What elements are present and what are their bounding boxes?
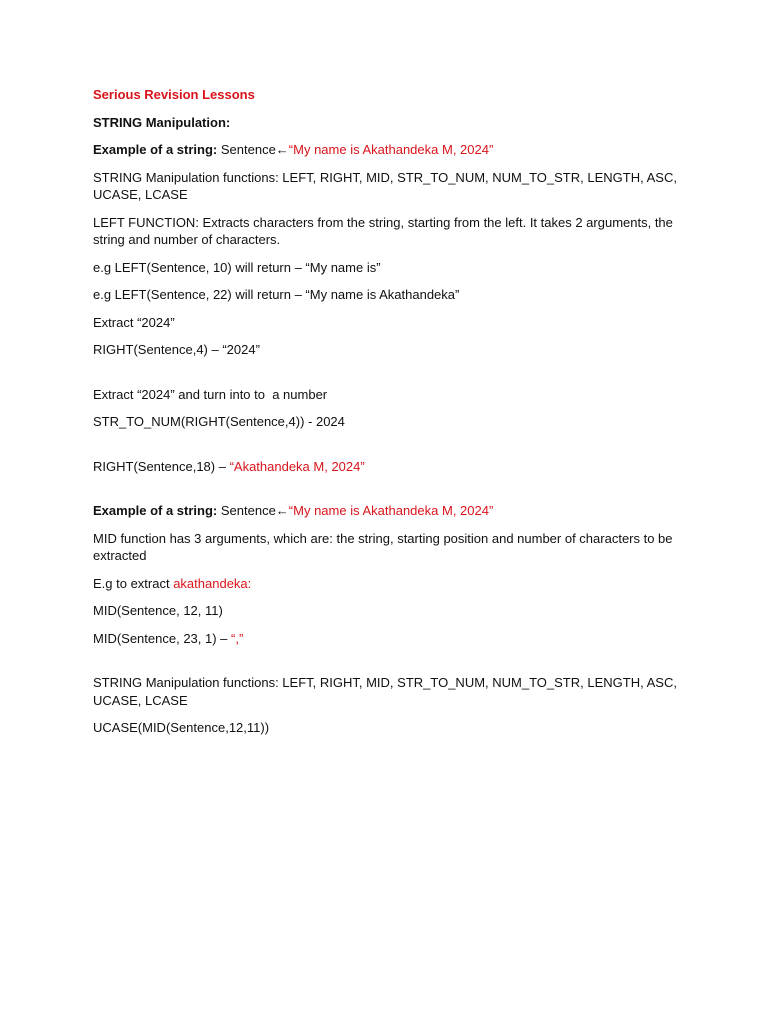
blank-line bbox=[93, 441, 683, 458]
example-string-line-1 bbox=[93, 141, 683, 159]
blank-line bbox=[93, 369, 683, 386]
example-string-line-2 bbox=[93, 502, 683, 520]
blank-line bbox=[93, 485, 683, 502]
document-title: Serious Revision Lessons bbox=[93, 87, 255, 102]
mid-eg-value: akathandeka: bbox=[173, 575, 252, 591]
left-example-2: e.g LEFT(Sentence, 22) will return – “My name is Akathandeka” bbox=[93, 287, 460, 302]
mid-eg-line bbox=[93, 575, 683, 593]
ucase-example: UCASE(MID(Sentence,12,11)) bbox=[93, 720, 270, 735]
section-heading: STRING Manipulation: bbox=[93, 114, 231, 130]
mid-example-2-value: “,” bbox=[231, 630, 244, 646]
right-18-prefix: RIGHT(Sentence,18) – bbox=[93, 458, 230, 474]
extract-number-line: Extract “2024” and turn into to a number bbox=[93, 386, 328, 402]
right-18-example bbox=[93, 458, 683, 476]
mid-eg-prefix: E.g to extract bbox=[93, 575, 174, 591]
example-label: Example of a string: bbox=[93, 142, 218, 157]
extract-2024-line: Extract “2024” bbox=[93, 314, 175, 330]
left-function-description: LEFT FUNCTION: Extracts characters from the string, starting from the left. It takes 2 arguments, the string and number of characters. bbox=[93, 214, 677, 247]
mid-function-description: MID function has 3 arguments, which are: the string, starting position and number of characters to be extracted bbox=[93, 530, 677, 563]
example-variable: Sentence← bbox=[217, 142, 289, 157]
str-to-num-example: STR_TO_NUM(RIGHT(Sentence,4)) - 2024 bbox=[93, 414, 345, 429]
right-18-value: “Akathandeka M, 2024” bbox=[229, 458, 365, 474]
document-page bbox=[93, 86, 683, 747]
mid-example-1: MID(Sentence, 12, 11) bbox=[93, 603, 223, 618]
mid-example-2-prefix: MID(Sentence, 23, 1) – bbox=[93, 630, 232, 646]
functions-list-1: STRING Manipulation functions: LEFT, RIGHT, MID, STR_TO_NUM, NUM_TO_STR, LENGTH, ASC, UCASE, LCASE bbox=[93, 169, 681, 202]
right-example: RIGHT(Sentence,4) – “2024” bbox=[93, 342, 260, 357]
left-example-1: e.g LEFT(Sentence, 10) will return – “My name is” bbox=[93, 259, 381, 275]
example-variable: Sentence← bbox=[217, 503, 289, 518]
mid-example-2 bbox=[93, 630, 683, 648]
blank-line bbox=[93, 657, 683, 674]
functions-list-2: STRING Manipulation functions: LEFT, RIGHT, MID, STR_TO_NUM, NUM_TO_STR, LENGTH, ASC, UCASE, LCASE bbox=[93, 675, 681, 708]
example-value: “My name is Akathandeka M, 2024” bbox=[288, 503, 494, 518]
example-value: “My name is Akathandeka M, 2024” bbox=[288, 142, 494, 157]
example-label: Example of a string: bbox=[93, 503, 218, 518]
